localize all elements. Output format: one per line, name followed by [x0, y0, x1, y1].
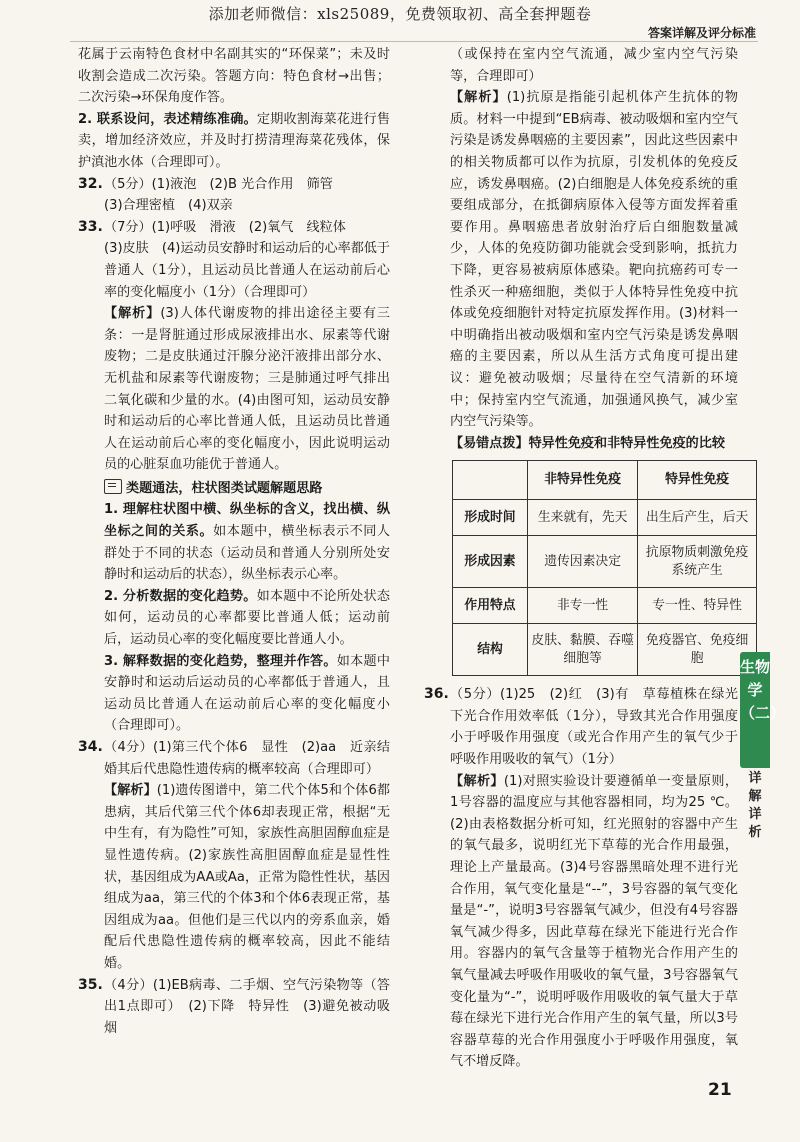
running-head: 答案详解及评分标准 — [647, 26, 756, 40]
analysis — [450, 87, 738, 433]
question-35 — [78, 975, 390, 1040]
easy-error-text: 特异性免疫和非特异性免疫的比较 — [528, 435, 725, 451]
answer-line: （4分）(1)EB病毒、二手烟、空气污染物等（答出1点即可） (2)下降 特异性 (3)避免被动吸烟 — [104, 977, 390, 1036]
table-cell: 抗原物质刺激免疫系统产生 — [638, 536, 757, 588]
tip-item-heading: 2. 分析数据的变化趋势。 — [104, 588, 257, 604]
analysis-text: (1)对照实验设计要遵循单一变量原则，1号容器的温度应与其他容器相同，均为25 ℃。(2)由表格数据分析可知，红光照射的容器中产生的氧气最多，说明红光下草莓的光合作用最强，理论上产量最高。(3)4号容器黑暗处理不进行光合作用，氧气变化量是“--”，3号容器的氧气变化量是“-”，说明3号容器氧气减少，但没有4号容器氧气减少得多，因此草莓在绿光下能进行光合作用。容器内的氧气含量等于植物光合作用产生的氧气量减去呼吸作用吸收的氧气量，3号容器氧气变化量为“-”，说明呼吸作用吸收的氧气量大于草莓在绿光下进行光合作用产生的氧气量，所以3号容器草莓的光合作用强度小于呼吸作用强度，氧气不增反降。 — [450, 773, 738, 1070]
question-number: 35. — [78, 976, 103, 993]
analysis-label: 【解析】 — [104, 783, 157, 799]
tip-item-text: 如本题中不论所处状态如何，运动员的心率都要比普通人低；运动前后，运动员心率的变化幅度要比普通人小。 — [104, 588, 390, 648]
point-2-end: 护滇池水体（合理即可）。 — [78, 154, 229, 170]
question-number: 33. — [78, 218, 103, 235]
analysis-text: (1)抗原是指能引起机体产生抗体的物质。材料一中提到“EB病毒、被动吸烟和室内空气污染是诱发鼻咽癌的主要因素”，因此这些因素中的相关物质都可以作为抗原，引发机体的免疫反应，诱发鼻咽癌。(2)白细胞是人体免疫系统的重要组成部分，在抵御病原体入侵等方面发挥着重要作用。鼻咽癌患者放射治疗后白细胞数量减少，人体的免疫防御功能就会受到影响，抵抗力下降，更容易被病原体感染。靶向抗癌药可专一性杀灭一种癌细胞，类似于人体特异性免疫中抗体或免疫细胞针对特定抗原发挥作用。(3)材料一中明确指出被动吸烟和室内空气污染是诱发鼻咽癌的主要因素，所以从生活方式角度可提出建议：避免被动吸烟；尽量待在空气清新的环境中；保持室内空气流通，加强通风换气，减少室内空气污染等。 — [450, 90, 739, 430]
tip-item-text: 如本题中，横坐标表示不同人群处于不同的状态（运动员和普通人分别所处安静时和运动后的状态），纵坐标表示心率。 — [104, 524, 391, 583]
question-32 — [78, 174, 390, 217]
tip-title — [104, 478, 390, 500]
question-number: 34. — [78, 739, 103, 755]
table-row-header: 形成时间 — [453, 500, 528, 536]
immunity-comparison-table — [452, 460, 757, 676]
analysis-text: (1)遗传图谱中，第二代个体5和个体6都患病，其后代第三代个体6却表现正常，根据“无中生有，有为隐性”可知，家族性高胆固醇血症是显性遗传病。(2)家族性高胆固醇血症是显性性状，基因组成为AA或Aa，正常为隐性性状，基因组成为aa，第三代的个体3和个体6表现正常，基因组成为aa。但他们是三代以内的旁系血亲，婚配后代患隐性遗传病的概率较高，因此不能结婚。 — [104, 783, 390, 971]
answer-line: (3)合理密植 (4)双亲 — [104, 198, 233, 214]
analysis-label: 【解析】 — [104, 306, 161, 322]
table-header-cell: 特异性免疫 — [638, 461, 757, 500]
analysis-label: 【解析】 — [450, 90, 507, 106]
analysis-text: (3)人体代谢废物的排出途径主要有三条：一是肾脏通过形成尿液排出水、尿素等代谢废物；二是皮肤通过汗腺分泌汗液排出部分水、无机盐和尿素等代谢废物；三是肺通过呼气排出二氧化碳和少量的水。(4)由图可知，运动员安静时和运动后的心率比普通人低，且运动员比普通人在运动前后心率的变化幅度小，因此说明运动员的心脏泵血功能优于普通人。 — [104, 306, 391, 473]
note-icon — [104, 479, 122, 494]
question-34 — [78, 737, 390, 975]
question-36 — [424, 684, 738, 1073]
header-rule — [70, 41, 758, 42]
easy-error-title — [450, 433, 738, 455]
analysis — [104, 303, 390, 476]
easy-error-label: 【易错点拨】 — [450, 435, 529, 451]
answer-line: （或保持在室内空气流通，减少室内空气污染等，合理即可） — [450, 47, 738, 84]
question-33 — [78, 217, 390, 737]
answer-line: （5分）(1)25 (2)红 (3)有 草莓植株在绿光下光合作用效率低（1分），导致其光合作用强度小于呼吸作用强度（或光合作用产生的氧气少于呼吸作用吸收的氧气）（1分） — [450, 687, 738, 768]
table-cell: 出生后产生，后天 — [638, 500, 757, 536]
tip-item — [104, 499, 390, 585]
table-cell: 皮肤、黏膜、吞噬细胞等 — [528, 624, 638, 676]
point-2-text: 定期收割海菜花进行售卖，增加经济效应，并及时打捞清理海菜花残体，保 — [78, 111, 390, 149]
tip-item-heading: 3. 解释数据的变化趋势，整理并作答。 — [104, 653, 337, 669]
tip-item-heading: 1. 理解柱状图中横、纵坐标的含义，找出横、纵坐标之间的关系。 — [104, 502, 390, 540]
page-number: 21 — [708, 1080, 732, 1100]
table-cell: 遗传因素决定 — [528, 536, 638, 588]
point-2 — [78, 109, 390, 174]
table-row-header: 形成因素 — [453, 536, 528, 588]
table-cell: 专一性、特异性 — [638, 588, 757, 624]
table-cell: 非专一性 — [528, 588, 638, 624]
side-label: 详解详析 — [748, 771, 762, 840]
table-row — [453, 500, 757, 536]
answer-line: （7分）(1)呼吸 滑液 (2)氧气 线粒体 — [104, 219, 346, 235]
question-number: 36. — [424, 686, 449, 703]
tip-item — [104, 651, 390, 737]
table-row-header: 结构 — [453, 624, 528, 676]
answer-line: （5分）(1)液泡 (2)B 光合作用 筛管 — [104, 176, 333, 192]
analysis-label: 【解析】 — [450, 773, 504, 789]
table-header-row — [453, 461, 757, 500]
table-row — [453, 588, 757, 624]
question-number: 32. — [78, 175, 103, 192]
table-cell: 生来就有，先天 — [528, 500, 638, 536]
left-column — [78, 44, 390, 1039]
tip-title-text: 类题通法，柱状图类试题解题思路 — [126, 480, 323, 496]
answer-line: （4分）(1)第三代个体6 显性 (2)aa 近亲结婚其后代患隐性遗传病的概率较高（合理即可） — [104, 740, 390, 777]
point-2-heading: 2. 联系设问，表述精练准确。 — [78, 111, 257, 127]
table-row — [453, 624, 757, 676]
table-row — [453, 536, 757, 588]
table-header-cell — [453, 461, 528, 500]
right-column — [424, 44, 749, 1073]
tip-item-text: 如本题中安静时和运动后运动员的心率都低于普通人，且运动员比普通人在运动前后心率的变化幅度小（合理即可）。 — [104, 653, 390, 734]
table-cell: 免疫器官、免疫细胞 — [638, 624, 757, 676]
answer-line: (3)皮肤 (4)运动员安静时和运动后的心率都低于普通人（1分），且运动员比普通人在运动前后心率的变化幅度小（1分）（合理即可） — [104, 241, 390, 300]
subject-tab: 生物学（二） — [740, 652, 770, 768]
tip-item — [104, 586, 390, 651]
intro-paragraph: 花属于云南特色食材中名副其实的“环保菜”；未及时收割会造成二次污染。答题方向：特色食材→出售；二次污染→环保角度作答。 — [78, 47, 390, 106]
table-row-header: 作用特点 — [453, 588, 528, 624]
question-35-continued — [424, 44, 749, 676]
watermark: 添加老师微信：xls25089，免费领取初、高全套押题卷 — [208, 5, 592, 23]
analysis — [450, 771, 738, 1073]
table-header-cell: 非特异性免疫 — [528, 461, 638, 500]
analysis — [104, 780, 390, 974]
